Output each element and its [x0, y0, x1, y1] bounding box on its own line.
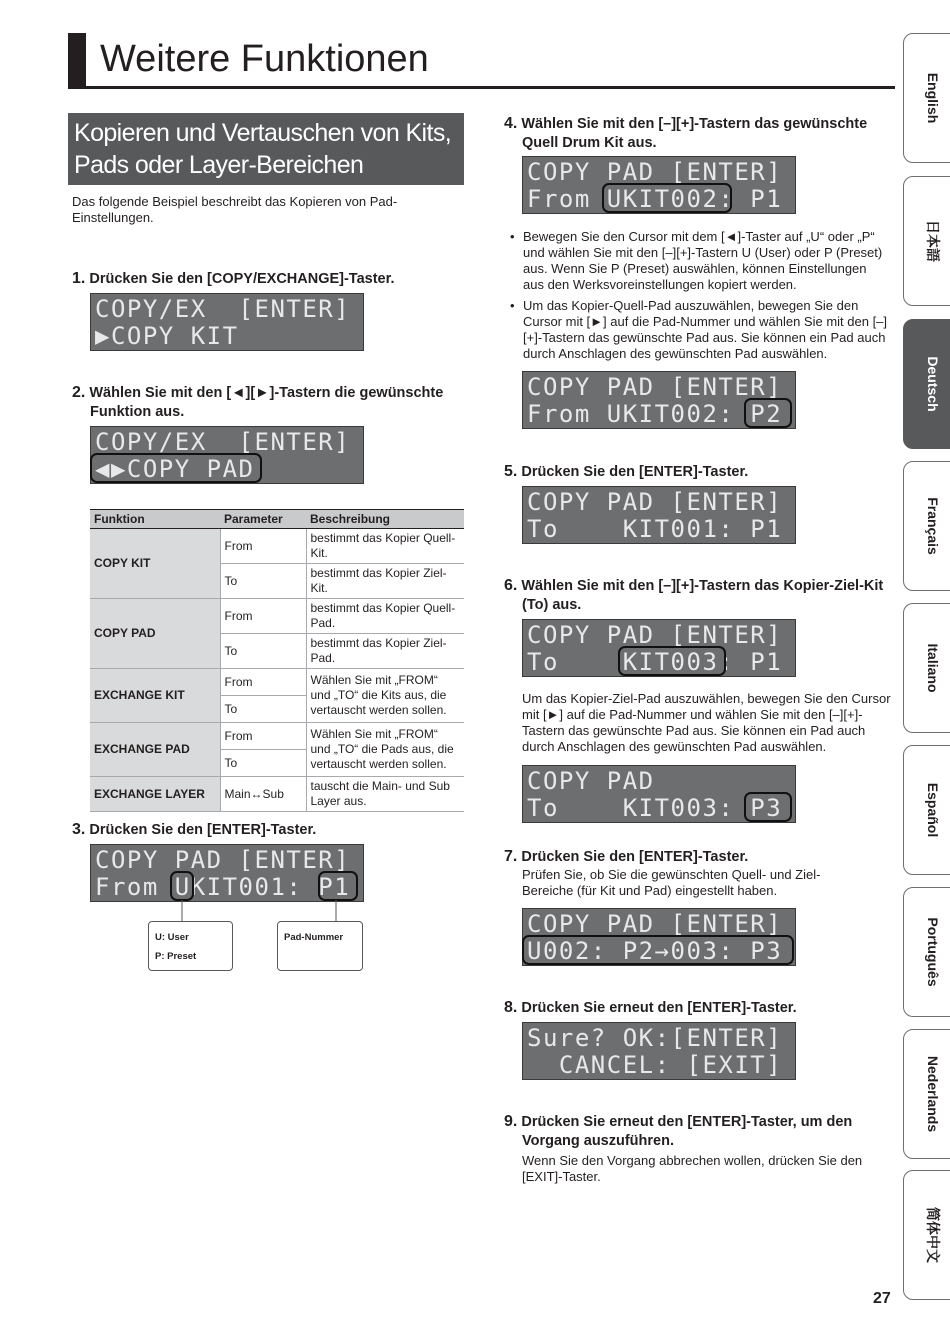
bullet-item: • Um das Kopier-Quell-Pad auszuwählen, bewegen Sie den Cursor mit [►] auf die Pad-Nummer und wählen Sie mit den [–][+]-Tastern das gewünschte Pad aus. Sie können ein Pad auch durch Anschlagen des gewünschten Pad auswählen.	[510, 298, 900, 362]
step-text: Wählen Sie mit den [◄][►]-Tastern die gewünschte Funktion aus.	[89, 385, 444, 420]
lcd-highlight	[605, 186, 729, 210]
header-bar	[68, 33, 86, 89]
lcd-highlight	[747, 795, 789, 819]
lcd-display	[90, 844, 364, 902]
step-6	[504, 576, 902, 615]
table-cell-parameter: To	[220, 750, 306, 777]
lcd-line: From UKIT002: P2	[527, 400, 783, 428]
step-6-note: Um das Kopier-Ziel-Pad auszuwählen, bewegen Sie den Cursor mit [►] auf die Pad-Nummer und wählen Sie mit den [–][+]-Tastern das gewünschte Pad aus. Sie können ein Pad auch durch Anschlagen des gewünschten Pad auswählen.	[522, 691, 891, 754]
tab-label: Français	[925, 497, 941, 555]
lcd-line: U002: P2→003: P3	[527, 937, 783, 965]
lcd-line: COPY PAD [ENTER]	[527, 910, 783, 938]
step-number: 4.	[504, 115, 518, 132]
lcd-display	[522, 156, 796, 214]
table-cell-description: Wählen Sie mit „FROM“ und „TO“ die Kits aus, die vertauscht werden sollen.	[306, 669, 464, 723]
lcd-line: Sure? OK:[ENTER]	[527, 1024, 783, 1052]
table-row	[90, 669, 464, 696]
table-row	[90, 723, 464, 750]
lcd-line: COPY PAD [ENTER]	[527, 373, 783, 401]
lcd-line: COPY PAD [ENTER]	[527, 158, 783, 186]
page-title: Weitere Funktionen	[100, 38, 429, 80]
lcd-line: CANCEL: [EXIT]	[527, 1051, 783, 1079]
callout-pad-number	[277, 921, 363, 971]
step-1	[72, 269, 462, 289]
lcd-display	[522, 908, 796, 966]
tab-label: Español	[925, 782, 941, 838]
tab-label: Nederlands	[925, 1055, 941, 1133]
lcd-line: To KIT001: P1	[527, 515, 783, 543]
step-3	[72, 820, 462, 840]
lcd-display	[522, 1022, 796, 1080]
table-header: Beschreibung	[306, 510, 464, 529]
tab-label: 日本語	[925, 220, 941, 262]
tab-english[interactable]	[903, 33, 950, 163]
lcd-line: COPY PAD [ENTER]	[527, 621, 783, 649]
tab-label: English	[925, 72, 941, 124]
lcd-line: ◀▶COPY PAD	[95, 455, 255, 483]
table-row	[90, 599, 464, 634]
lcd-display	[522, 619, 796, 677]
table-row	[90, 777, 464, 812]
tab-label: Deutsch	[925, 356, 941, 412]
table-cell-parameter: To	[220, 696, 306, 723]
table-header: Parameter	[220, 510, 306, 529]
intro-text: Das folgende Beispiel beschreibt das Kopieren von Pad-Einstellungen.	[72, 194, 398, 225]
callout-text: U: User	[155, 932, 189, 943]
tab-italiano[interactable]	[903, 603, 950, 733]
step-text: Drücken Sie den [ENTER]-Taster.	[521, 464, 749, 480]
lcd-highlight	[621, 649, 723, 673]
table-cell-function: EXCHANGE PAD	[90, 723, 220, 777]
table-cell-parameter: From	[220, 529, 306, 564]
table-cell-parameter: To	[220, 634, 306, 669]
tab-deutsch[interactable]	[903, 319, 950, 449]
table-cell-parameter: Main↔Sub	[220, 777, 306, 812]
table-cell-function: COPY KIT	[90, 529, 220, 599]
step-number: 9.	[504, 1113, 518, 1130]
step-9	[504, 1112, 902, 1151]
tab-label: Italiano	[925, 643, 941, 693]
bullet-item: • Bewegen Sie den Cursor mit dem [◄]-Taster auf „U“ oder „P“ und wählen Sie mit den [–][+]-Tastern U (User) oder P (Preset) aus. Wenn Sie P (Preset) auswählen, können Einstellungen aus den Werksvoreinstellungen kopiert werden.	[510, 229, 890, 293]
lcd-highlight	[525, 938, 791, 962]
tab-label: Português	[925, 917, 941, 987]
step-number: 6.	[504, 577, 518, 594]
callout-text: P: Preset	[155, 951, 197, 962]
lcd-line: To KIT003: P3	[527, 794, 783, 822]
lcd-line: From UKIT001: P1	[95, 873, 351, 901]
step-number: 2.	[72, 384, 86, 401]
step-2	[72, 383, 480, 422]
table-header: Funktion	[90, 510, 220, 529]
tab-francais[interactable]	[903, 461, 950, 591]
step-text: Wählen Sie mit den [–][+]-Tastern das gewünschte Quell Drum Kit aus.	[521, 116, 868, 151]
lcd-display	[90, 426, 364, 484]
step-number: 3.	[72, 821, 86, 838]
table-cell-parameter: To	[220, 564, 306, 599]
step-text: Wählen Sie mit den [–][+]-Tastern das Kopier-Ziel-Kit (To) aus.	[521, 578, 884, 613]
lcd-line: To KIT003: P1	[527, 648, 783, 676]
lcd-line: COPY PAD	[527, 767, 655, 795]
step-text: Drücken Sie den [ENTER]-Taster.	[521, 849, 749, 865]
table-cell-function: EXCHANGE LAYER	[90, 777, 220, 812]
table-cell-parameter: From	[220, 599, 306, 634]
lcd-line: COPY/EX [ENTER]	[95, 295, 351, 323]
table-cell-description: Wählen Sie mit „FROM“ und „TO“ die Pads aus, die vertauscht werden sollen.	[306, 723, 464, 777]
tab-japanese[interactable]	[903, 176, 950, 306]
step-text: Drücken Sie erneut den [ENTER]-Taster.	[521, 1000, 797, 1016]
table-cell-parameter: From	[220, 669, 306, 696]
tab-portugues[interactable]	[903, 887, 950, 1017]
table-cell-function: COPY PAD	[90, 599, 220, 669]
tab-label: 简体中文	[925, 1207, 941, 1263]
lcd-display	[522, 765, 796, 823]
step-number: 5.	[504, 463, 518, 480]
lcd-highlight	[173, 874, 191, 898]
table-cell-description: bestimmt das Kopier Ziel-Pad.	[306, 634, 464, 669]
lcd-line: COPY PAD [ENTER]	[527, 488, 783, 516]
callout-text: Pad-Nummer	[284, 932, 344, 943]
tab-chinese[interactable]	[903, 1170, 950, 1300]
step-5	[504, 462, 884, 482]
function-table	[90, 509, 464, 812]
lcd-display	[522, 486, 796, 544]
header-rule	[68, 86, 895, 89]
section-title: Kopieren und Vertauschen von Kits, Pads oder Layer-Bereichen	[68, 113, 464, 185]
step-text: Drücken Sie den [COPY/EXCHANGE]-Taster.	[89, 271, 395, 287]
lcd-display	[522, 371, 796, 429]
step-text: Drücken Sie den [ENTER]-Taster.	[89, 822, 317, 838]
step-number: 7.	[504, 848, 518, 865]
step-8	[504, 998, 884, 1018]
lcd-highlight	[747, 401, 789, 425]
table-cell-description: tauscht die Main- und Sub Layer aus.	[306, 777, 464, 812]
step-number: 1.	[72, 270, 86, 287]
table-cell-function: EXCHANGE KIT	[90, 669, 220, 723]
step-number: 8.	[504, 999, 518, 1016]
table-cell-description: bestimmt das Kopier Quell-Pad.	[306, 599, 464, 634]
lcd-line: COPY/EX [ENTER]	[95, 428, 351, 456]
page-number: 27	[873, 1290, 891, 1307]
step-7	[504, 847, 884, 867]
table-cell-parameter: From	[220, 723, 306, 750]
lcd-highlight	[321, 874, 355, 898]
table-row	[90, 529, 464, 564]
table-header-row	[90, 510, 464, 529]
step-text: Drücken Sie erneut den [ENTER]-Taster, um den Vorgang auszuführen.	[521, 1114, 853, 1149]
lcd-line: ▶COPY KIT	[95, 322, 239, 350]
table-cell-description: bestimmt das Kopier Ziel-Kit.	[306, 564, 464, 599]
tab-espanol[interactable]	[903, 745, 950, 875]
table-cell-description: bestimmt das Kopier Quell-Kit.	[306, 529, 464, 564]
step-4	[504, 114, 902, 153]
step-9-note: Wenn Sie den Vorgang abbrechen wollen, drücken Sie den [EXIT]-Taster.	[522, 1153, 863, 1184]
tab-nederlands[interactable]	[903, 1029, 950, 1159]
callout-user-preset	[148, 921, 233, 971]
lcd-line: COPY PAD [ENTER]	[95, 846, 351, 874]
lcd-highlight	[93, 456, 259, 480]
lcd-display	[90, 293, 364, 351]
lcd-line: From UKIT002: P1	[527, 185, 783, 213]
step-7-note: Prüfen Sie, ob Sie die gewünschten Quell- und Ziel-Bereiche (für Kit und Pad) eingestellt haben.	[522, 867, 821, 898]
